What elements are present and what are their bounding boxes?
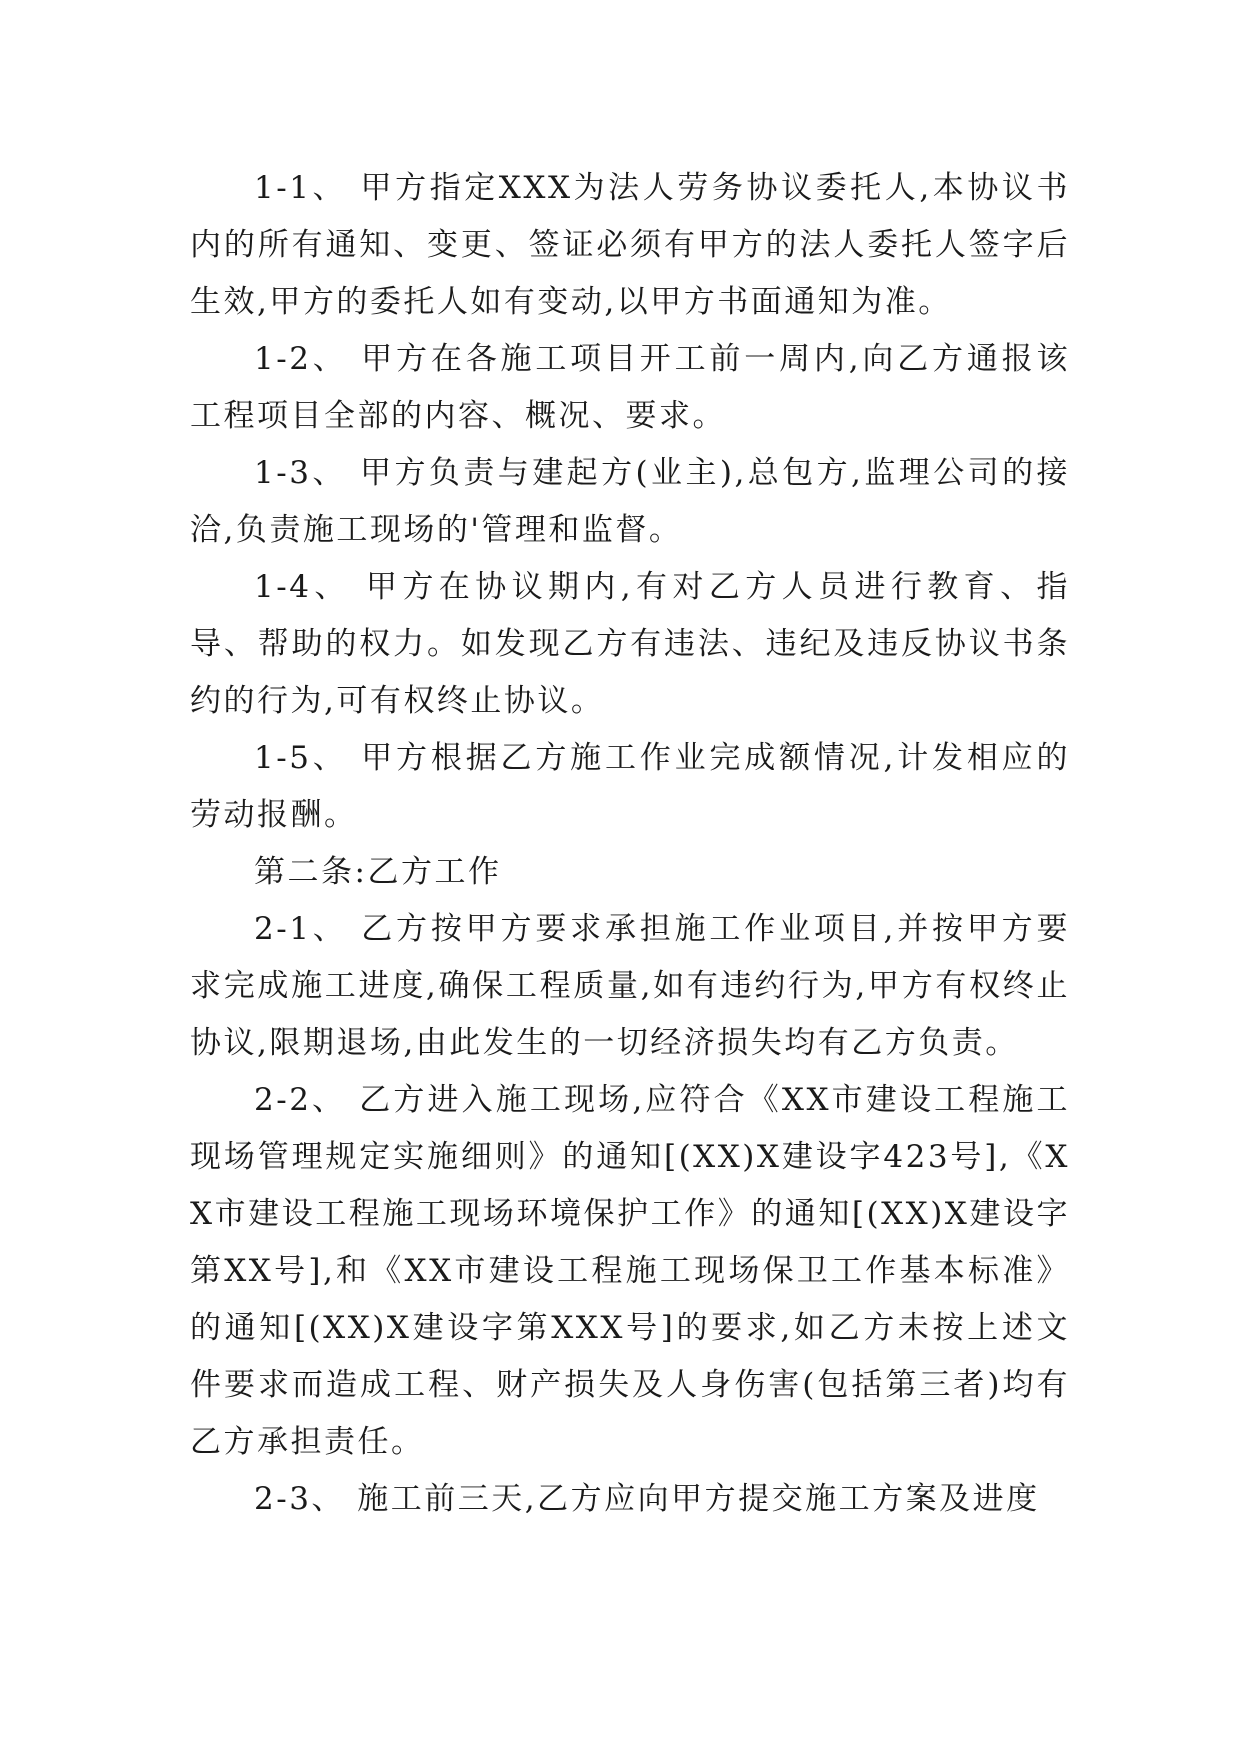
clause-2-2: 2-2、 乙方进入施工现场,应符合《XX市建设工程施工现场管理规定实施细则》的通知[(XX)X建设字423号],《XX市建设工程施工现场环境保护工作》的通知[(XX)X建设字第XX号],和《XX市建设工程施工现场保卫工作基本标准》的通知[(XX)X建设字第XXX号]的要求,如乙方未按上述文件要求而造成工程、财产损失及人身伤害(包括第三者)均有乙方承担责任。 <box>190 1082 1070 1460</box>
clause-1-4: 1-4、 甲方在协议期内,有对乙方人员进行教育、指导、帮助的权力。如发现乙方有违法、违纪及违反协议书条约的行为,可有权终止协议。 <box>190 569 1070 719</box>
section-heading-article-2: 第二条:乙方工作 <box>254 854 502 890</box>
clause-1-3: 1-3、 甲方负责与建起方(业主),总包方,监理公司的接洽,负责施工现场的'管理和监督。 <box>190 455 1070 548</box>
clause-2-1: 2-1、 乙方按甲方要求承担施工作业项目,并按甲方要求完成施工进度,确保工程质量,如有违约行为,甲方有权终止协议,限期退场,由此发生的一切经济损失均有乙方负责。 <box>190 911 1070 1061</box>
clause-1-5: 1-5、 甲方根据乙方施工作业完成额情况,计发相应的劳动报酬。 <box>190 740 1070 833</box>
clause-2-3: 2-3、 施工前三天,乙方应向甲方提交施工方案及进度 <box>254 1481 1040 1517</box>
document-body <box>190 160 1070 1528</box>
clause-1-2: 1-2、 甲方在各施工项目开工前一周内,向乙方通报该工程项目全部的内容、概况、要求。 <box>190 341 1070 434</box>
clause-1-1: 1-1、 甲方指定XXX为法人劳务协议委托人,本协议书内的所有通知、变更、签证必须有甲方的法人委托人签字后生效,甲方的委托人如有变动,以甲方书面通知为准。 <box>190 170 1070 320</box>
